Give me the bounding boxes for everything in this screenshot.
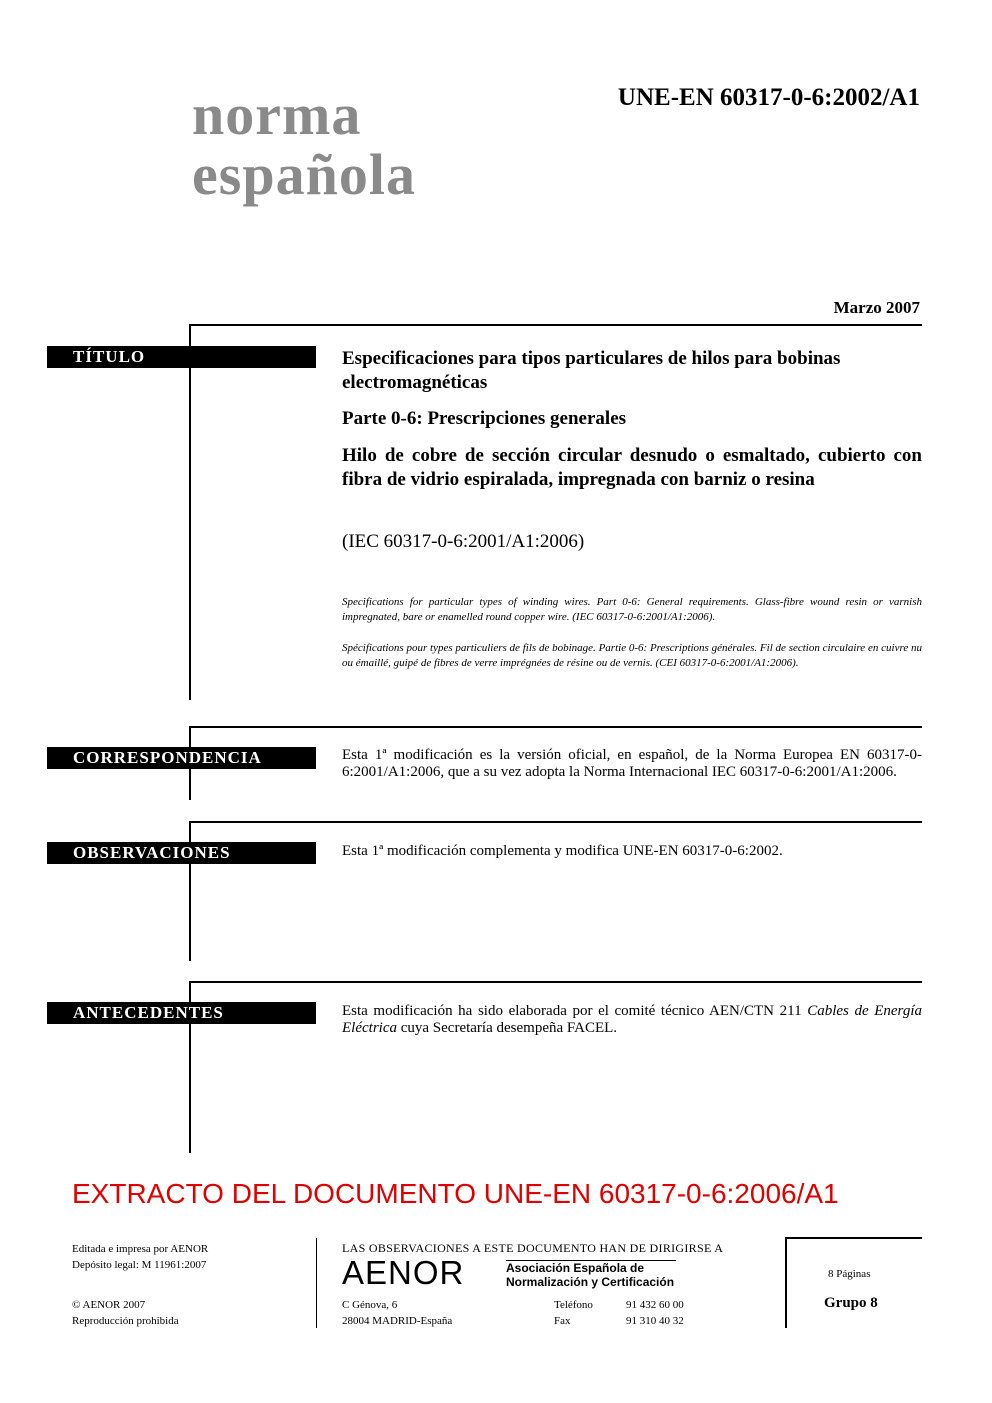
address-street: C Génova, 6 — [342, 1299, 398, 1311]
antecedentes-text-start: Esta modificación ha sido elaborada por el comité técnico AEN/CTN 211 — [342, 1003, 808, 1019]
label-titulo: TÍTULO — [47, 346, 316, 368]
pages-box-top-rule — [785, 1237, 922, 1239]
label-antecedentes: ANTECEDENTES — [47, 1002, 316, 1024]
reproduction-notice: Reproducción prohibida — [72, 1315, 179, 1327]
section-divider — [189, 821, 922, 823]
copyright: © AENOR 2007 — [72, 1299, 146, 1311]
title-english: Specifications for particular types of winding wires. Part 0-6: General requirements. Glass-fibre wound resin or varnish impregnated, bare or enamelled round copper wire. (IEC 60317-0-6:2001/A1:2006). — [342, 596, 922, 623]
aenor-full-name — [506, 1261, 674, 1289]
price-group: Grupo 8 — [824, 1295, 878, 1311]
title-french: Spécifications pour types particuliers de fils de bobinage. Partie 0-6: Prescriptions générales. Fil de section circulaire en cuivre nu ou émaillé, guipé de fibres de verre imprégnées de résine ou de vernis. (CEI 60317-0-6:2001/A1:2006). — [342, 642, 922, 669]
section-divider — [189, 726, 922, 728]
extract-notice: EXTRACTO DEL DOCUMENTO UNE-EN 60317-0-6:2006/A1 — [72, 1178, 839, 1209]
aenor-logo: AENOR — [342, 1254, 465, 1291]
observaciones-text: Esta 1ª modificación complementa y modifica UNE-EN 60317-0-6:2002. — [342, 843, 783, 859]
brand-norma: norma — [192, 82, 362, 147]
fax-label: Fax — [554, 1315, 571, 1327]
antecedentes-text-end: cuya Secretaría desempeña FACEL. — [396, 1020, 618, 1036]
address-city: 28004 MADRID-España — [342, 1315, 453, 1327]
footer-copyright-block — [72, 1297, 179, 1329]
section-divider — [189, 981, 922, 983]
title-part: Parte 0-6: Prescripciones generales — [342, 408, 627, 429]
publication-date: Marzo 2007 — [833, 298, 920, 317]
document-number: UNE-EN 60317-0-6:2002/A1 — [617, 84, 920, 111]
committee-name: Cables de Energía Eléctrica — [342, 1003, 922, 1036]
label-correspondencia: CORRESPONDENCIA — [47, 747, 316, 769]
footer-publisher-block — [72, 1241, 208, 1273]
edited-by: Editada e impresa por AENOR — [72, 1243, 209, 1255]
phone-label: Teléfono — [554, 1299, 593, 1311]
correspondencia-text: Esta 1ª modificación es la versión oficial, en español, de la Norma Europea EN 60317-0-6:2001/A1:2006, que a su vez adopta la Norma Internacional IEC 60317-0-6:2001/A1:2006. — [342, 747, 922, 780]
contact-labels — [554, 1297, 593, 1329]
aenor-name-line1: Asociación Española de — [506, 1261, 645, 1275]
title-subtitle: Hilo de cobre de sección circular desnudo o esmaltado, cubierto con fibra de vidrio espiralada, impregnada con barniz o resina — [342, 445, 922, 490]
section-divider — [189, 324, 922, 326]
title-iec-reference: (IEC 60317-0-6:2001/A1:2006) — [342, 531, 585, 552]
observations-note: LAS OBSERVACIONES A ESTE DOCUMENTO HAN DE DIRIGIRSE A — [342, 1241, 724, 1255]
footer-vertical-rule — [316, 1238, 317, 1328]
section-vertical-rule — [189, 324, 191, 700]
aenor-name-line2: Normalización y Certificación — [506, 1275, 675, 1289]
phone-value: 91 432 60 00 — [626, 1299, 684, 1311]
title-spanish: Especificaciones para tipos particulares de hilos para bobinas electromagnéticas — [342, 348, 841, 393]
label-observaciones: OBSERVACIONES — [47, 842, 316, 864]
fax-value: 91 310 40 32 — [626, 1315, 684, 1327]
pages-box-left-rule — [785, 1237, 787, 1328]
page-count: 8 Páginas — [828, 1268, 871, 1280]
antecedentes-text — [342, 1003, 922, 1037]
brand-espanola: española — [192, 142, 416, 207]
contact-values — [626, 1297, 684, 1329]
aenor-address — [342, 1297, 452, 1329]
legal-deposit: Depósito legal: M 11961:2007 — [72, 1259, 207, 1271]
